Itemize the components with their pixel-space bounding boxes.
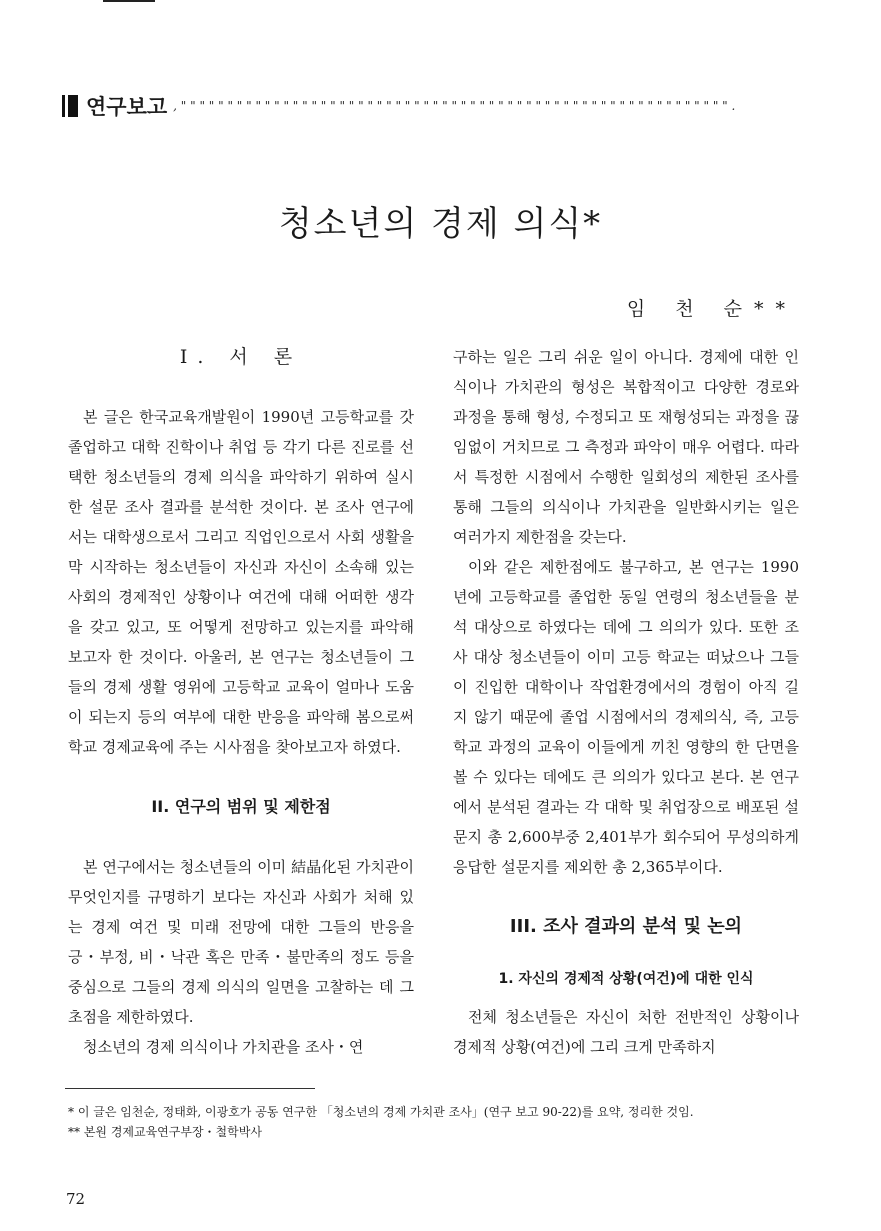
section-heading-results: III. 조사 결과의 분석 및 논의	[509, 916, 743, 937]
paragraph: 본 글은 한국교육개발원이 1990년 고등학교를 갓 졸업하고 대학 진학이나 취업 등 각기 다른 진로를 선택한 청소년들의 경제 의식을 파악하기 위하여 실시한 설문 조사 결과를 분석한 것이다. 본 조사 연구에서는 대학생으로서 그리고 직업인으로서 사회 생활을 막 시작하는 청소년들이 자신과 자신이 소속해 있는 사회의 경제적인 상황이나 여건에 대해 어떠한 생각을 갖고 있고, 또 어떻게 전망하고 있는지를 파악해 보고자 한 것이다. 아울러, 본 연구는 청소년들이 그들의 경제 생활 영위에 고등학교 교육이 얼마나 도움이 되는지 등의 여부에 대한 반응을 파악해 봄으로써 학교 경제교육에 주는 시사점을 찾아보고자 하였다.	[68, 408, 414, 756]
footnote: ** 본원 경제교육연구부장・철학박사	[68, 1125, 262, 1139]
subsection-heading: 1. 자신의 경제적 상황(여건)에 대한 인식	[498, 971, 754, 987]
section-heading-introduction: I. 서 론	[179, 346, 303, 368]
left-column	[68, 342, 414, 1062]
footnotes	[68, 1102, 808, 1142]
paragraph: 구하는 일은 그리 쉬운 일이 아니다. 경제에 대한 인식이나 가치관의 형성은 복합적이고 다양한 경로와 과정을 통해 형성, 수정되고 또 재형성되는 과정을 끊임없이 거치므로 그 측정과 파악이 매우 어렵다. 따라서 특정한 시점에서 수행한 일회성의 제한된 조사를 통해 그들의 의식이나 가치관을 일반화시키는 일은 여러가지 제한점을 갖는다.	[453, 348, 799, 546]
decorative-dots: , " " " " " " " " " " " " " " " " " " " " " " " " " " " " " " " " " " " " " " " " " " " " " " " " " " " " " " " " " " " .	[173, 99, 736, 113]
footnote-rule	[65, 1088, 315, 1089]
article-title: 청소년의 경제 의식*	[278, 204, 603, 244]
page-number: 72	[66, 1190, 86, 1208]
footnote: * 이 글은 임천순, 정태화, 이광호가 공동 연구한 「청소년의 경제 가치관 조사」(연구 보고 90-22)를 요약, 정리한 것임.	[68, 1105, 694, 1119]
paragraph: 청소년의 경제 의식이나 가치관을 조사・연	[83, 1038, 364, 1056]
paragraph: 본 연구에서는 청소년들의 이미 結晶化된 가치관이 무엇인지를 규명하기 보다는 자신과 사회가 처해 있는 경제 여건 및 미래 전망에 대한 그들의 반응을 긍・부정, 비・낙관 혹은 만족・불만족의 정도 등을 중심으로 그들의 경제 의식의 일면을 고찰하는 데 그 초점을 제한하였다.	[68, 858, 414, 1026]
section-tag	[62, 88, 802, 124]
author: 임 천 순**	[626, 298, 797, 320]
section-tag-label: 연구보고	[86, 95, 168, 119]
section-marker-icon	[62, 95, 78, 117]
top-rule	[103, 0, 155, 2]
paragraph: 전체 청소년들은 자신이 처한 전반적인 상황이나 경제적 상황(여건)에 그리 크게 만족하지	[453, 1008, 799, 1056]
right-column	[453, 342, 799, 1062]
section-heading-scope: II. 연구의 범위 및 제한점	[151, 797, 331, 816]
paragraph: 이와 같은 제한점에도 불구하고, 본 연구는 1990년에 고등학교를 졸업한 동일 연령의 청소년들을 분석 대상으로 하였다는 데에 그 의의가 있다. 또한 조사 대상 청소년들이 이미 고등 학교는 떠났으나 그들이 진입한 대학이나 작업환경에서의 경험이 아직 길지 않기 때문에 졸업 시점에서의 경제의식, 즉, 고등 학교 과정의 교육이 이들에게 끼친 영향의 한 단면을 볼 수 있다는 데에도 큰 의의가 있다고 본다. 본 연구에서 분석된 결과는 각 대학 및 취업장으로 배포된 설문지 총 2,600부중 2,401부가 회수되어 무성의하게 응답한 설문지를 제외한 총 2,365부이다.	[453, 558, 799, 876]
